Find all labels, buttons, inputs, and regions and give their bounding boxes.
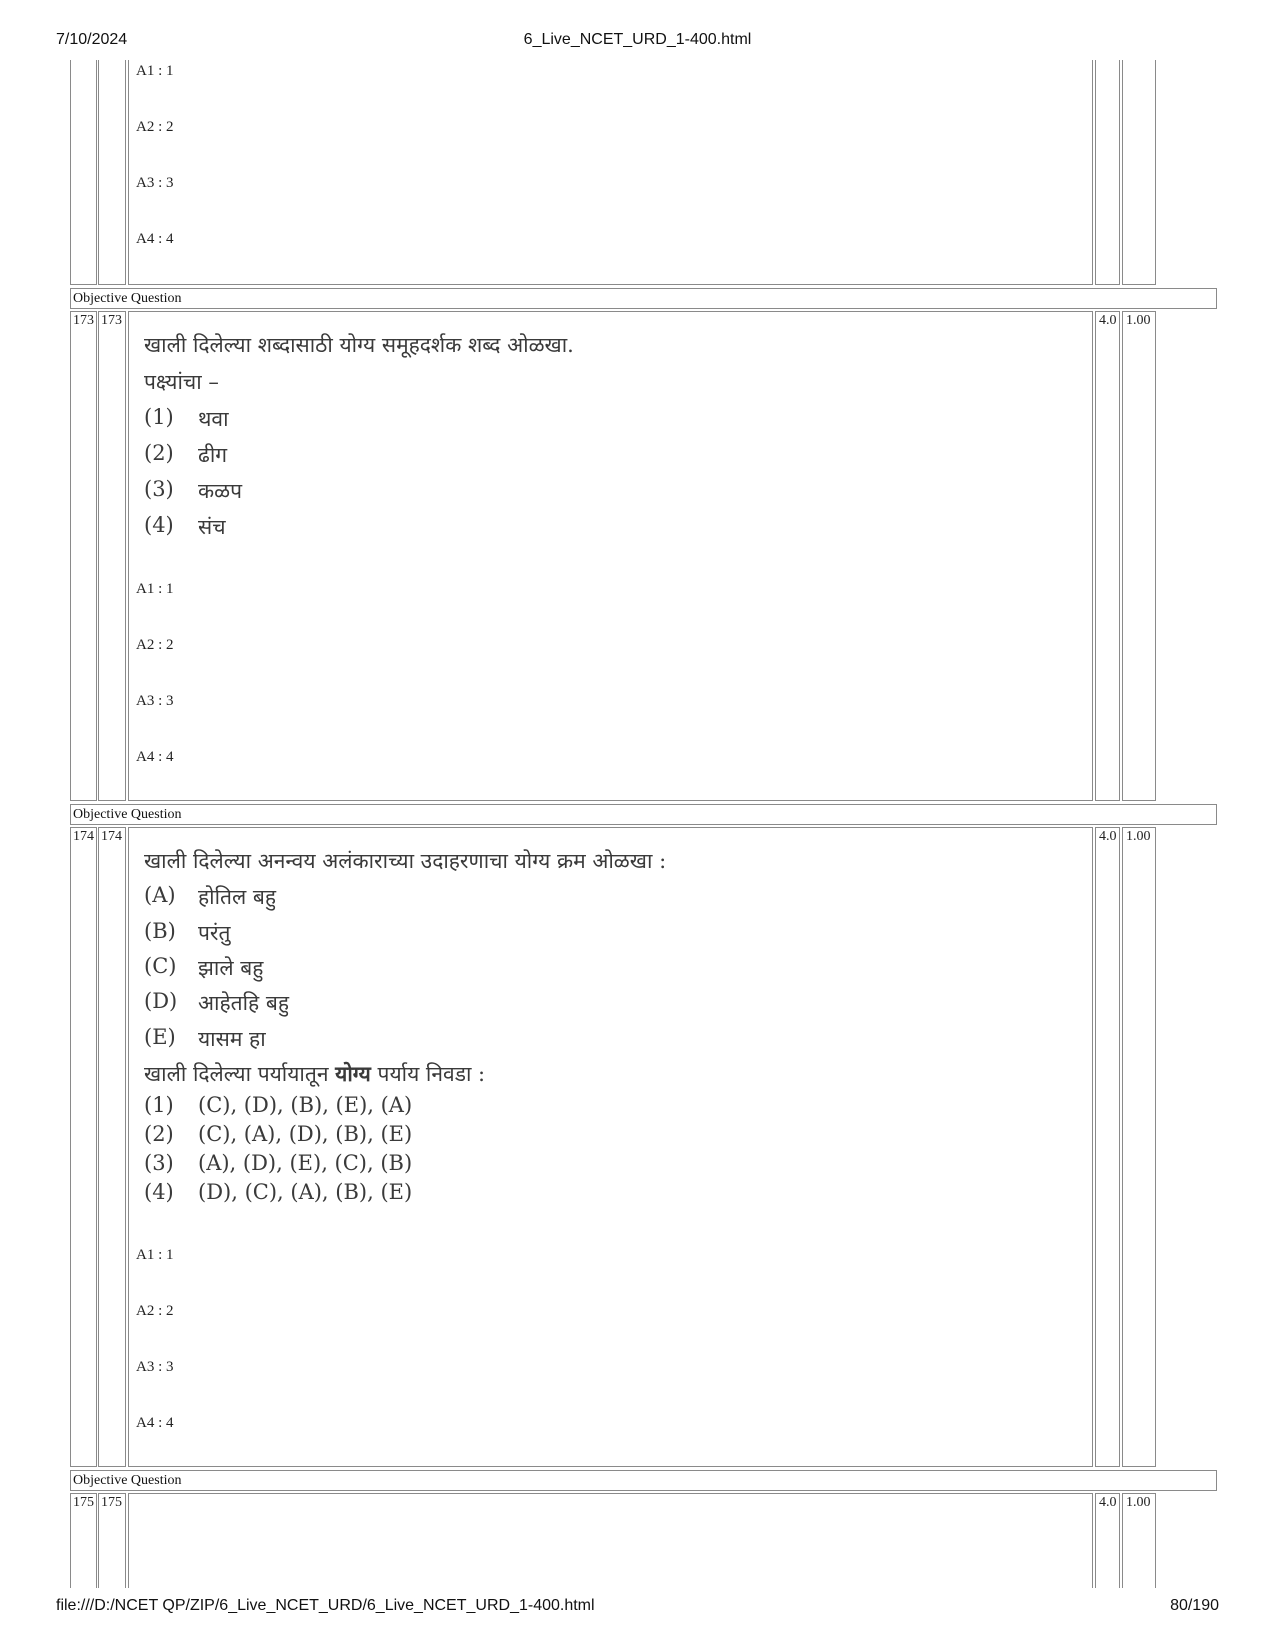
question-id: 174 [98,827,126,1467]
answer-option: A3 : 3 [136,693,174,709]
item-label: (E) [144,1025,176,1049]
option-text: (C), (D), (B), (E), (A) [198,1093,413,1117]
answer-option: A2 : 2 [136,119,174,135]
option-text: (A), (D), (E), (C), (B) [198,1151,413,1175]
negative-cell [1122,60,1156,285]
question-subline: पक्ष्यांचा – [144,370,219,394]
option-text: संच [198,515,226,539]
item-text: आहेतहि बहु [198,991,289,1015]
answer-option: A4 : 4 [136,1415,174,1431]
item-label: (C) [144,954,177,978]
marks-value: 4.0 [1095,1493,1120,1588]
question-instruction [144,1060,485,1088]
instruction-emphasis: योग्य [335,1061,371,1086]
question-stem: खाली दिलेल्या शब्दासाठी योग्य समूहदर्शक शब्द ओळखा. [144,333,574,357]
option-label: (4) [144,1180,174,1204]
section-label: Objective Question [70,804,1217,825]
option-label: (2) [144,1122,174,1146]
question-serial: 175 [70,1493,97,1588]
option-label: (1) [144,1093,174,1117]
sno-cell [70,60,97,285]
option-label: (1) [144,405,174,429]
item-text: होतिल बहु [198,885,277,909]
question-serial: 173 [70,311,97,801]
answer-option: A1 : 1 [136,63,174,79]
answer-option: A4 : 4 [136,749,174,765]
question-serial: 174 [70,827,97,1467]
item-text: झाले बहु [198,956,264,980]
option-label: (3) [144,477,174,501]
answer-option: A1 : 1 [136,581,174,597]
document-title: 6_Live_NCET_URD_1-400.html [523,31,752,48]
item-label: (B) [144,919,176,943]
marks-value: 4.0 [1095,827,1120,1467]
option-label: (3) [144,1151,174,1175]
answer-option: A4 : 4 [136,231,174,247]
item-label: (D) [144,989,178,1013]
question-id: 173 [98,311,126,801]
question-cell [128,827,1093,1467]
question-cell [128,60,1093,285]
instruction-text: खाली दिलेल्या पर्यायातून [144,1062,336,1086]
instruction-text: पर्याय निवडा : [370,1062,486,1086]
marks-cell [1095,60,1120,285]
negative-marks-value: 1.00 [1122,311,1156,801]
print-date: 7/10/2024 [56,31,128,48]
option-label: (2) [144,441,174,465]
option-text: ढीग [198,443,228,467]
option-text: थवा [198,407,229,431]
item-text: परंतु [198,921,231,945]
item-text: यासम हा [198,1027,266,1051]
section-label: Objective Question [70,288,1217,309]
qid-cell [98,60,126,285]
section-label: Objective Question [70,1470,1217,1491]
option-text: कळप [198,479,243,503]
question-stem: खाली दिलेल्या अनन्वय अलंकाराच्या उदाहरणाचा योग्य क्रम ओळखा : [144,849,667,873]
answer-option: A3 : 3 [136,1359,174,1375]
option-text: (C), (A), (D), (B), (E) [198,1122,413,1146]
negative-marks-value: 1.00 [1122,1493,1156,1588]
option-text: (D), (C), (A), (B), (E) [198,1180,413,1204]
page-number: 80/190 [1170,1597,1219,1614]
marks-value: 4.0 [1095,311,1120,801]
answer-option: A1 : 1 [136,1247,174,1263]
option-label: (4) [144,513,174,537]
negative-marks-value: 1.00 [1122,827,1156,1467]
answer-option: A2 : 2 [136,637,174,653]
file-path: file:///D:/NCET QP/ZIP/6_Live_NCET_URD/6_Live_NCET_URD_1-400.html [56,1597,595,1614]
question-cell [128,1493,1093,1588]
item-label: (A) [144,883,176,907]
answer-option: A3 : 3 [136,175,174,191]
question-cell [128,311,1093,801]
question-id: 175 [98,1493,126,1588]
question-sheet [70,60,1217,1588]
answer-option: A2 : 2 [136,1303,174,1319]
